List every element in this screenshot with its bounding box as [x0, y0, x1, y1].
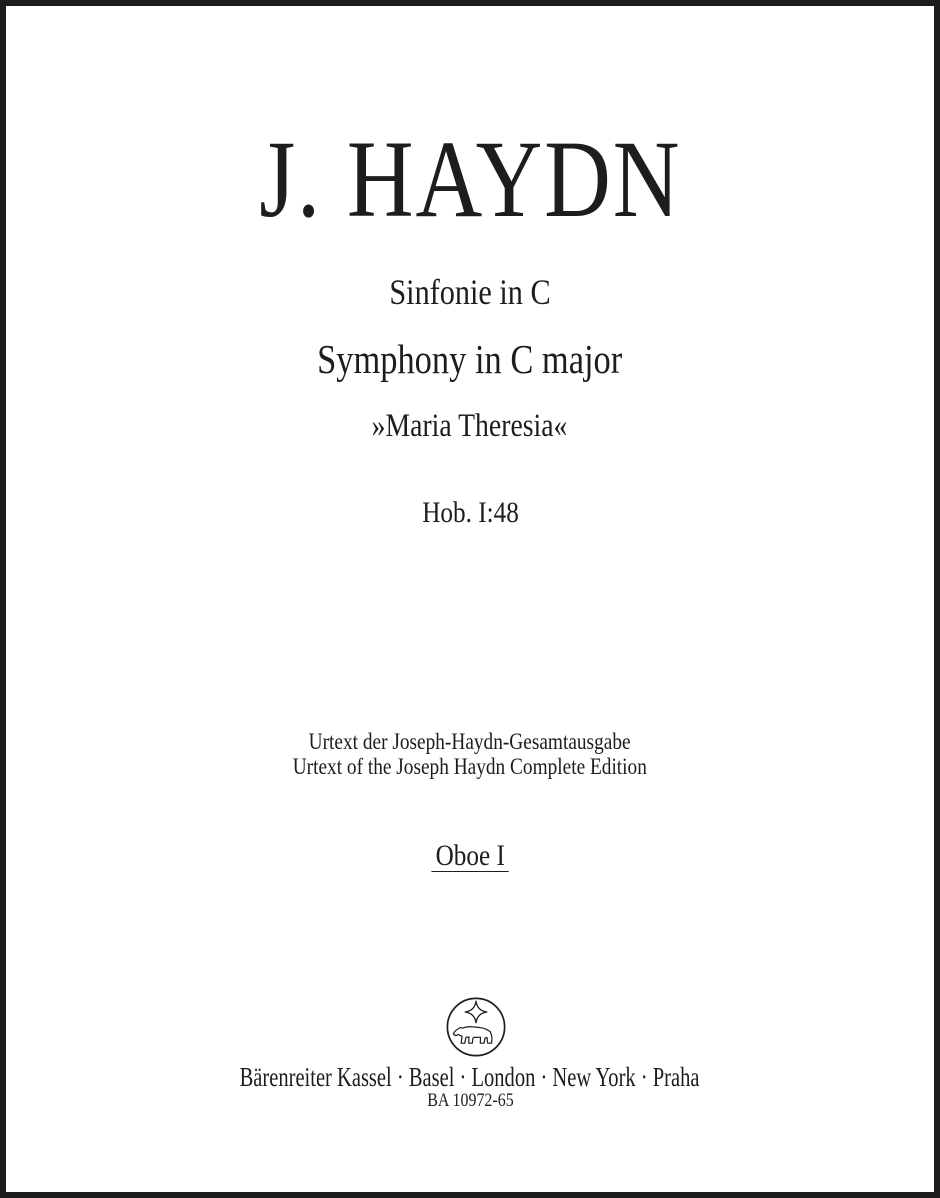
catalog-number [6, 498, 934, 528]
composer-name [6, 118, 934, 240]
urtext-note-english-text: Urtext of the Joseph Haydn Complete Edition [292, 754, 648, 779]
work-title-english [6, 336, 934, 382]
publisher-cities-line [6, 1064, 934, 1091]
barenreiter-bear-star-logo-icon [446, 997, 506, 1057]
urtext-note-english [6, 755, 934, 778]
logo-bear-icon [454, 1027, 493, 1044]
urtext-note-german-text: Urtext der Joseph-Haydn-Gesamtausgabe [309, 729, 631, 754]
instrument-part-label [6, 841, 934, 872]
edition-number [6, 1091, 934, 1110]
catalog-number-text: Hob. I:48 [421, 496, 519, 529]
instrument-part-label-text: Oboe I [431, 841, 509, 872]
composer-name-text: J. HAYDN [258, 118, 682, 240]
work-title-german [6, 274, 934, 310]
logo-star-icon [465, 1001, 487, 1023]
publisher-cities-text: Bärenreiter Kassel · Basel · London · New York · Praha [240, 1062, 700, 1092]
work-title-english-text: Symphony in C major [317, 336, 623, 382]
work-title-german-text: Sinfonie in C [389, 272, 551, 312]
edition-number-text: BA 10972-65 [426, 1090, 514, 1111]
work-nickname-text: »Maria Theresia« [372, 408, 568, 444]
work-nickname [6, 410, 934, 443]
urtext-note-german [6, 730, 934, 753]
